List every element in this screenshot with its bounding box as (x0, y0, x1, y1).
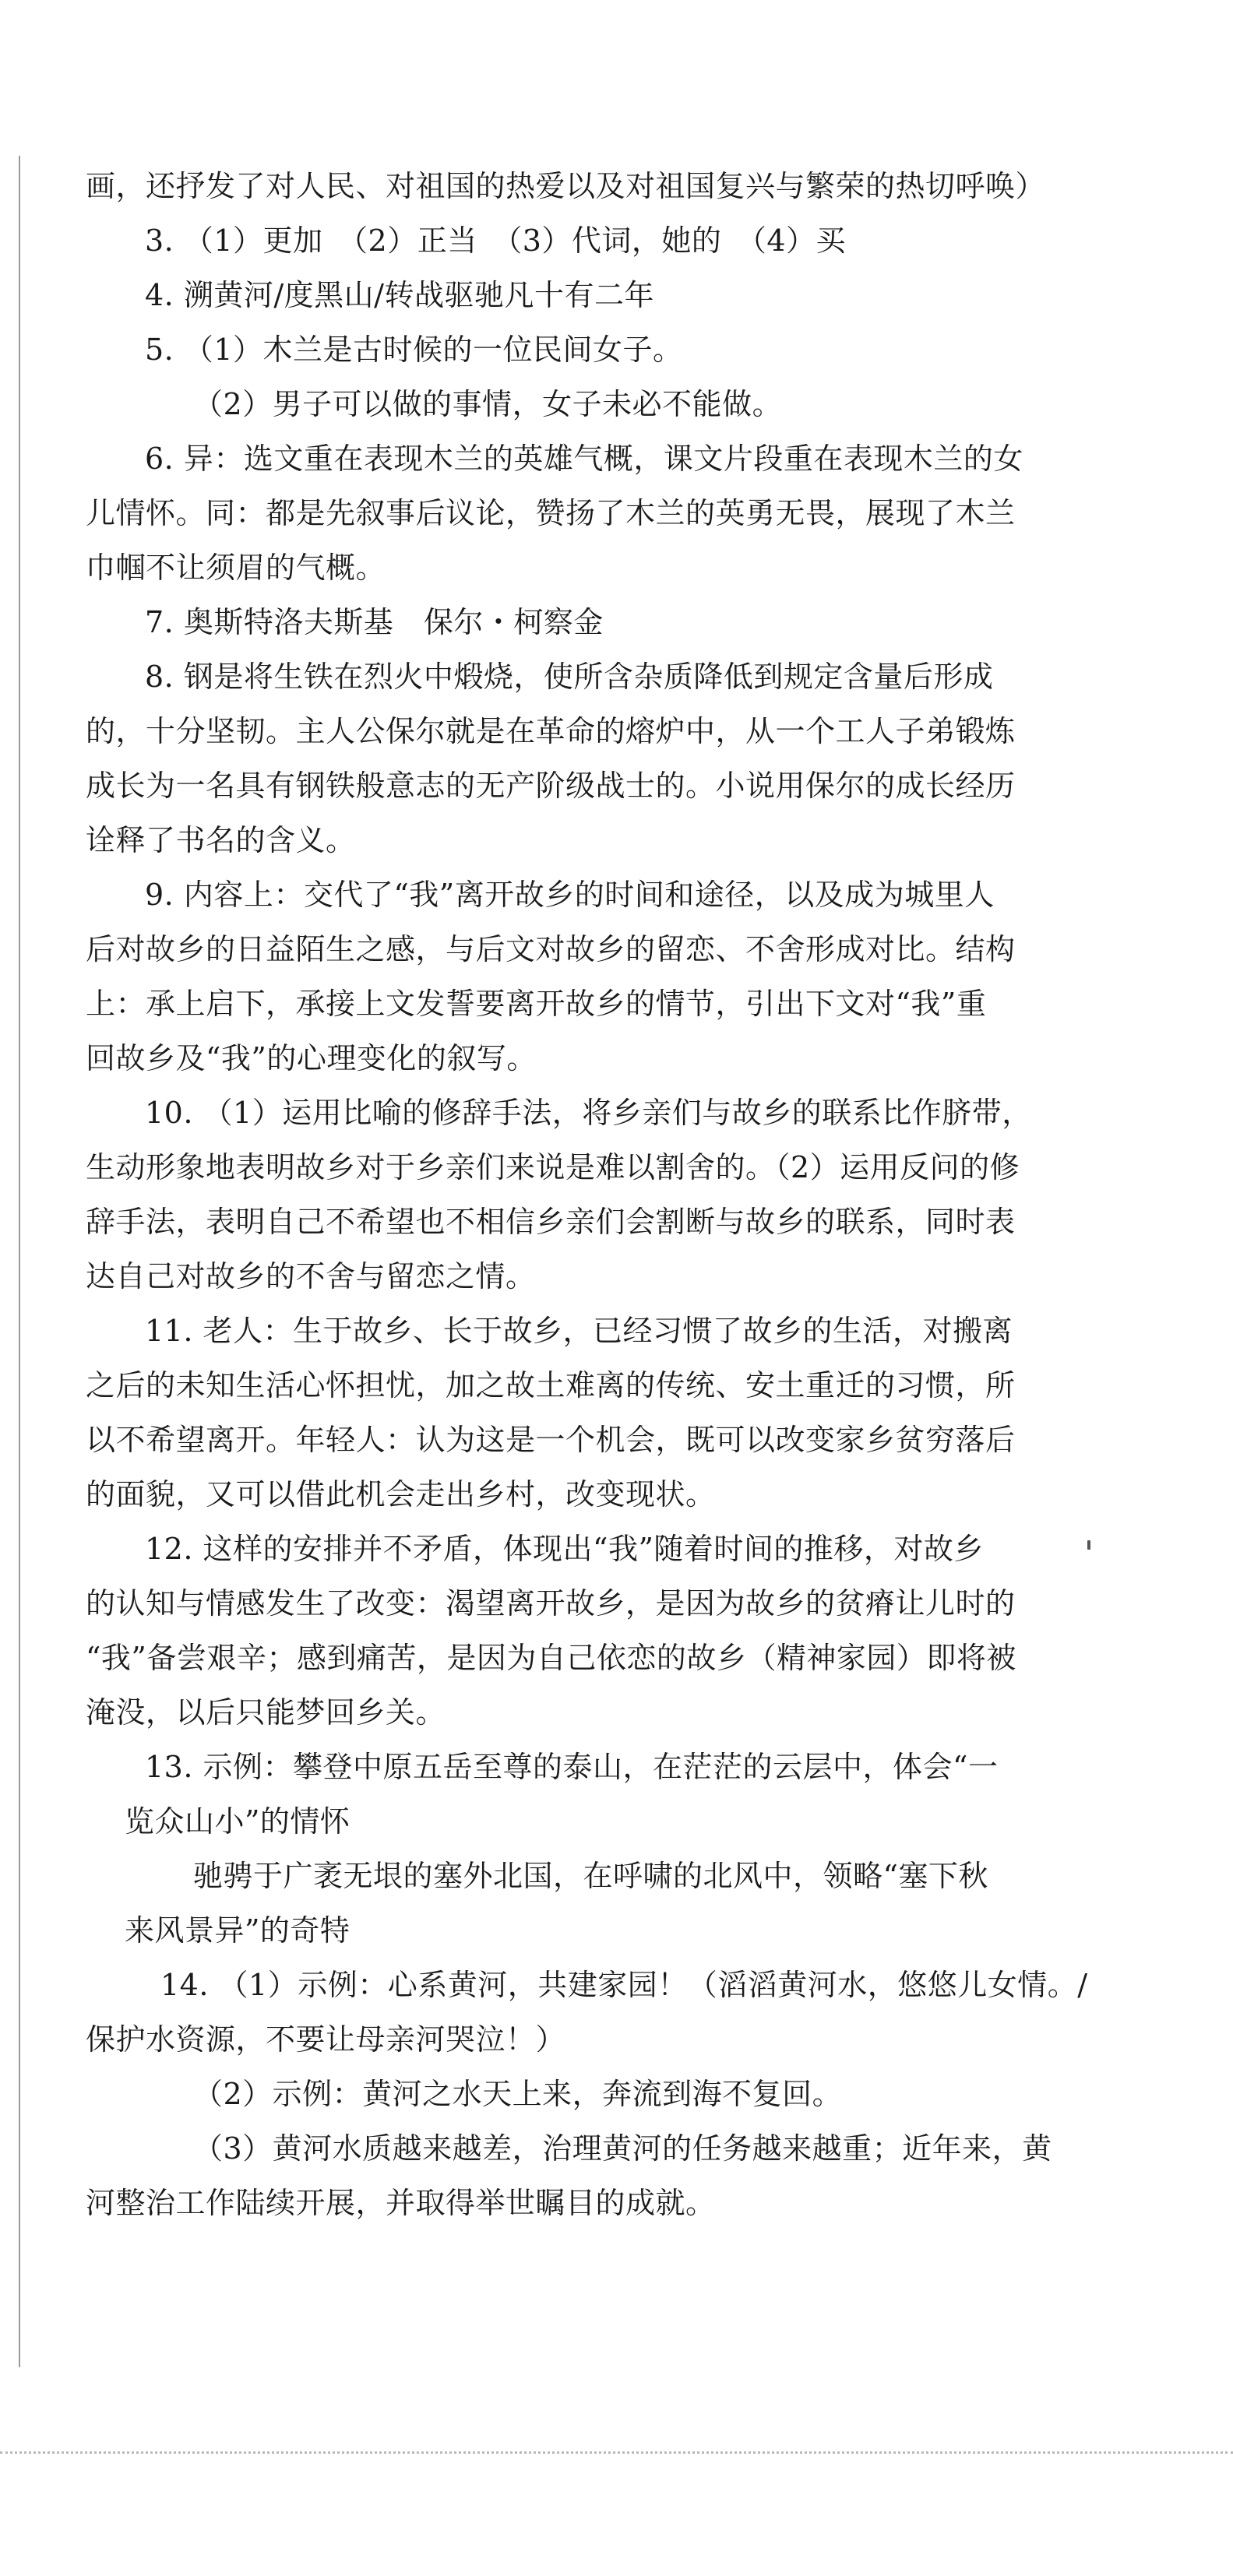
text-line: 的面貌，又可以借此机会走出乡村，改变现状。 (86, 1477, 716, 1511)
text-line: 生动形象地表明故乡对于乡亲们来说是难以割舍的。（2）运用反问的修 (86, 1150, 1020, 1184)
answer-13-example-2: 驰骋于广袤无垠的塞外北国，在呼啸的北风中，领略“塞下秋 (193, 1859, 988, 1893)
answer-3: 3. （1）更加 （2）正当 （3）代词，她的 （4）买 (145, 223, 847, 258)
text-line: 巾帼不让须眉的气概。 (86, 551, 386, 585)
answer-5-part-2: （2）男子可以做的事情，女子未必不能做。 (193, 387, 783, 421)
text-line: 画，还抒发了对人民、对祖国的热爱以及对祖国复兴与繁荣的热切呼唤） (86, 169, 1046, 203)
text-line: 达自己对故乡的不舍与留恋之情。 (86, 1259, 536, 1293)
answer-7: 7. 奥斯特洛夫斯基 保尔・柯察金 (145, 605, 604, 639)
text-line: 淹没，以后只能梦回乡关。 (86, 1695, 446, 1730)
answer-14-part-2: （2）示例：黄河之水天上来，奔流到海不复回。 (193, 2077, 843, 2111)
text-line: 成长为一名具有钢铁般意志的无产阶级战士的。小说用保尔的成长经历 (86, 769, 1016, 803)
text-line: 回故乡及“我”的心理变化的叙写。 (86, 1041, 537, 1075)
answer-5: 5. （1）木兰是古时候的一位民间女子。 (145, 333, 683, 367)
answer-6: 6. 异：选文重在表现木兰的英雄气概，课文片段重在表现木兰的女 (145, 442, 1023, 476)
answer-9: 9. 内容上：交代了“我”离开故乡的时间和途径，以及成为城里人 (145, 878, 995, 912)
text-line: 之后的未知生活心怀担忧，加之故土难离的传统、安土重迁的习惯，所 (86, 1368, 1016, 1402)
text-line: 的，十分坚韧。主人公保尔就是在革命的熔炉中，从一个工人子弟锻炼 (86, 714, 1016, 748)
text-line: 来风景异”的奇特 (125, 1913, 351, 1948)
text-line: 保护水资源，不要让母亲河哭泣！） (86, 2022, 566, 2057)
answer-13: 13. 示例：攀登中原五岳至尊的泰山，在茫茫的云层中，体会“一 (145, 1750, 999, 1784)
answer-text (86, 159, 1129, 2230)
binding-margin-line (19, 156, 20, 2367)
text-line: 的认知与情感发生了改变：渴望离开故乡，是因为故乡的贫瘠让儿时的 (86, 1586, 1016, 1621)
text-line: 以不希望离开。年轻人：认为这是一个机会，既可以改变家乡贫穷落后 (86, 1423, 1016, 1457)
text-line: 辞手法，表明自己不希望也不相信乡亲们会割断与故乡的联系，同时表 (86, 1205, 1016, 1239)
answer-12: 12. 这样的安排并不矛盾，体现出“我”随着时间的推移，对故乡 (145, 1532, 984, 1566)
text-line: “我”备尝艰辛；感到痛苦，是因为自己依恋的故乡（精神家园）即将被 (86, 1641, 1016, 1675)
answer-4: 4. 溯黄河/度黑山/转战驱驰凡十有二年 (145, 278, 654, 312)
answer-14-part-3: （3）黄河水质越来越差，治理黄河的任务越来越重；近年来，黄 (193, 2131, 1052, 2166)
text-line: 上：承上启下，承接上文发誓要离开故乡的情节，引出下文对“我”重 (86, 987, 987, 1021)
text-line: 览众山小”的情怀 (125, 1804, 351, 1839)
answer-11: 11. 老人：生于故乡、长于故乡，已经习惯了故乡的生活，对搬离 (145, 1314, 1013, 1348)
answer-10: 10. （1）运用比喻的修辞手法，将乡亲们与故乡的联系比作脐带， (145, 1096, 1032, 1130)
answer-8: 8. 钢是将生铁在烈火中煅烧，使所含杂质降低到规定含量后形成 (145, 660, 994, 694)
text-line: 后对故乡的日益陌生之感，与后文对故乡的留恋、不舍形成对比。结构 (86, 932, 1016, 966)
text-line: 儿情怀。同：都是先叙事后议论，赞扬了木兰的英勇无畏，展现了木兰 (86, 496, 1016, 530)
answer-14: 14. （1）示例：心系黄河，共建家园！（滔滔黄河水，悠悠儿女情。/ (160, 1968, 1088, 2002)
bottom-dotted-rule (0, 2451, 1233, 2454)
text-line: 诠释了书名的含义。 (86, 823, 356, 857)
text-line: 河整治工作陆续开展，并取得举世瞩目的成就。 (86, 2186, 716, 2220)
